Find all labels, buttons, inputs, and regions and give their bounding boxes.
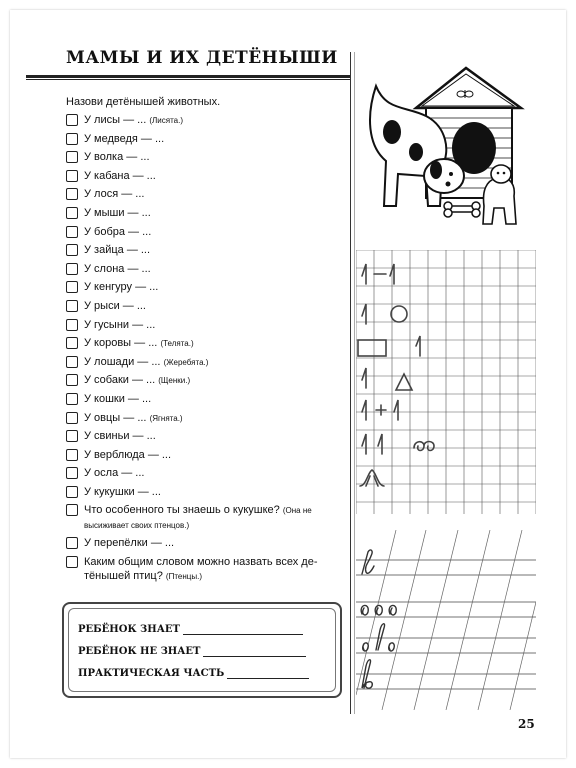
checkbox[interactable] — [66, 556, 78, 568]
list-item — [66, 485, 346, 504]
list-item — [66, 262, 346, 281]
list-item — [66, 373, 346, 392]
checkbox[interactable] — [66, 486, 78, 498]
page-title: МАМЫ И ИХ ДЕТЁНЫШИ — [66, 48, 338, 68]
answer-hint: (Телята.) — [160, 339, 194, 349]
item-text: У кукушки — ... — [84, 485, 161, 498]
item-text: У свиньи — ... — [84, 430, 156, 443]
item-text: У рыси — ... — [84, 299, 146, 312]
bone-icon — [444, 202, 480, 217]
item-text: Что особенного ты знаешь о кукушке? — [84, 504, 280, 517]
item-text-cont: тёнышей птиц? — [84, 570, 163, 583]
knows-line[interactable] — [183, 624, 303, 635]
question-list — [66, 113, 346, 588]
item-text: У верблюда — ... — [84, 448, 172, 461]
item-text: У перепёлки — ... — [84, 537, 175, 550]
checkbox[interactable] — [66, 114, 78, 126]
item-text: У кабана — ... — [84, 169, 156, 182]
item-text: У мыши — ... — [84, 206, 151, 219]
not-knows-label: РЕБЁНОК НЕ ЗНАЕТ — [78, 646, 201, 657]
not-knows-line[interactable] — [203, 646, 306, 657]
item-text: У лошади — ... — [84, 355, 161, 368]
list-item — [66, 187, 346, 206]
checkbox[interactable] — [66, 281, 78, 293]
checkbox[interactable] — [66, 226, 78, 238]
item-text: У кошки — ... — [84, 392, 152, 405]
list-item — [66, 225, 346, 244]
checkbox[interactable] — [66, 337, 78, 349]
checkbox[interactable] — [66, 263, 78, 275]
handwriting-lines[interactable] — [356, 530, 536, 710]
answer-hint-cont: высиживает своих птенцов.) — [84, 521, 190, 531]
list-item — [66, 355, 346, 374]
list-item — [66, 336, 346, 355]
list-item — [66, 132, 346, 151]
checkbox[interactable] — [66, 504, 78, 516]
answer-hint: (Щенки.) — [158, 376, 191, 386]
checkbox[interactable] — [66, 449, 78, 461]
assessment-box — [62, 602, 342, 698]
item-text: Каким общим словом можно назвать всех де- — [84, 556, 318, 569]
item-text: У зайца — ... — [84, 244, 151, 257]
checkbox[interactable] — [66, 412, 78, 424]
list-item — [66, 206, 346, 225]
item-text: У кенгуру — ... — [84, 281, 159, 294]
item-text: У лисы — ... — [84, 114, 147, 126]
not-knows-row — [78, 646, 306, 657]
item-text: У бобра — ... — [84, 225, 152, 238]
list-item — [66, 466, 346, 485]
column-divider — [350, 52, 351, 714]
practical-line[interactable] — [227, 668, 309, 679]
practical-row — [78, 668, 309, 679]
list-item — [66, 280, 346, 299]
list-item-birds-question — [66, 555, 346, 588]
list-item — [66, 113, 346, 132]
checkbox[interactable] — [66, 319, 78, 331]
list-item — [66, 318, 346, 337]
list-item — [66, 429, 346, 448]
instruction: Назови детёнышей животных. — [66, 96, 221, 108]
list-item-quail — [66, 536, 346, 555]
checkbox[interactable] — [66, 537, 78, 549]
list-item-cuckoo-question — [66, 503, 346, 536]
item-text: У слона — ... — [84, 262, 151, 275]
list-item — [66, 299, 346, 318]
list-item — [66, 243, 346, 262]
checkbox[interactable] — [66, 188, 78, 200]
list-item — [66, 150, 346, 169]
title-rule-thin — [26, 79, 350, 80]
checkbox[interactable] — [66, 207, 78, 219]
item-text: У овцы — ... — [84, 411, 147, 424]
column-divider-thin — [354, 52, 355, 714]
answer-hint: (Жеребята.) — [163, 357, 209, 367]
checkbox[interactable] — [66, 374, 78, 386]
checkbox[interactable] — [66, 151, 78, 163]
knows-row — [78, 624, 303, 635]
dog-house-illustration — [356, 56, 536, 236]
item-text: У гусыни — ... — [84, 318, 156, 331]
list-item — [66, 392, 346, 411]
item-text: У коровы — ... — [84, 337, 158, 350]
page-number: 25 — [518, 717, 535, 731]
answer-hint: (Птенцы.) — [165, 572, 202, 582]
butterfly-icon — [457, 90, 473, 98]
item-text: У осла — ... — [84, 467, 145, 480]
list-item — [66, 169, 346, 188]
copy-grid[interactable] — [356, 250, 536, 514]
title-rule — [26, 75, 350, 78]
item-text: У волка — ... — [84, 151, 150, 164]
checkbox[interactable] — [66, 244, 78, 256]
practical-label: ПРАКТИЧЕСКАЯ ЧАСТЬ — [78, 668, 225, 679]
item-text: У лося — ... — [84, 188, 145, 201]
item-text: У собаки — ... — [84, 374, 156, 387]
checkbox[interactable] — [66, 467, 78, 479]
answer-hint: (Ягнята.) — [149, 413, 183, 423]
answer-hint: (Лисята.) — [149, 116, 183, 125]
checkbox[interactable] — [66, 133, 78, 145]
checkbox[interactable] — [66, 430, 78, 442]
checkbox[interactable] — [66, 170, 78, 182]
item-text: У медведя — ... — [84, 132, 165, 145]
knows-label: РЕБЁНОК ЗНАЕТ — [78, 624, 180, 635]
list-item — [66, 411, 346, 430]
list-item — [66, 448, 346, 467]
answer-hint: (Она не — [282, 506, 312, 516]
checkbox[interactable] — [66, 356, 78, 368]
checkbox[interactable] — [66, 300, 78, 312]
checkbox[interactable] — [66, 393, 78, 405]
